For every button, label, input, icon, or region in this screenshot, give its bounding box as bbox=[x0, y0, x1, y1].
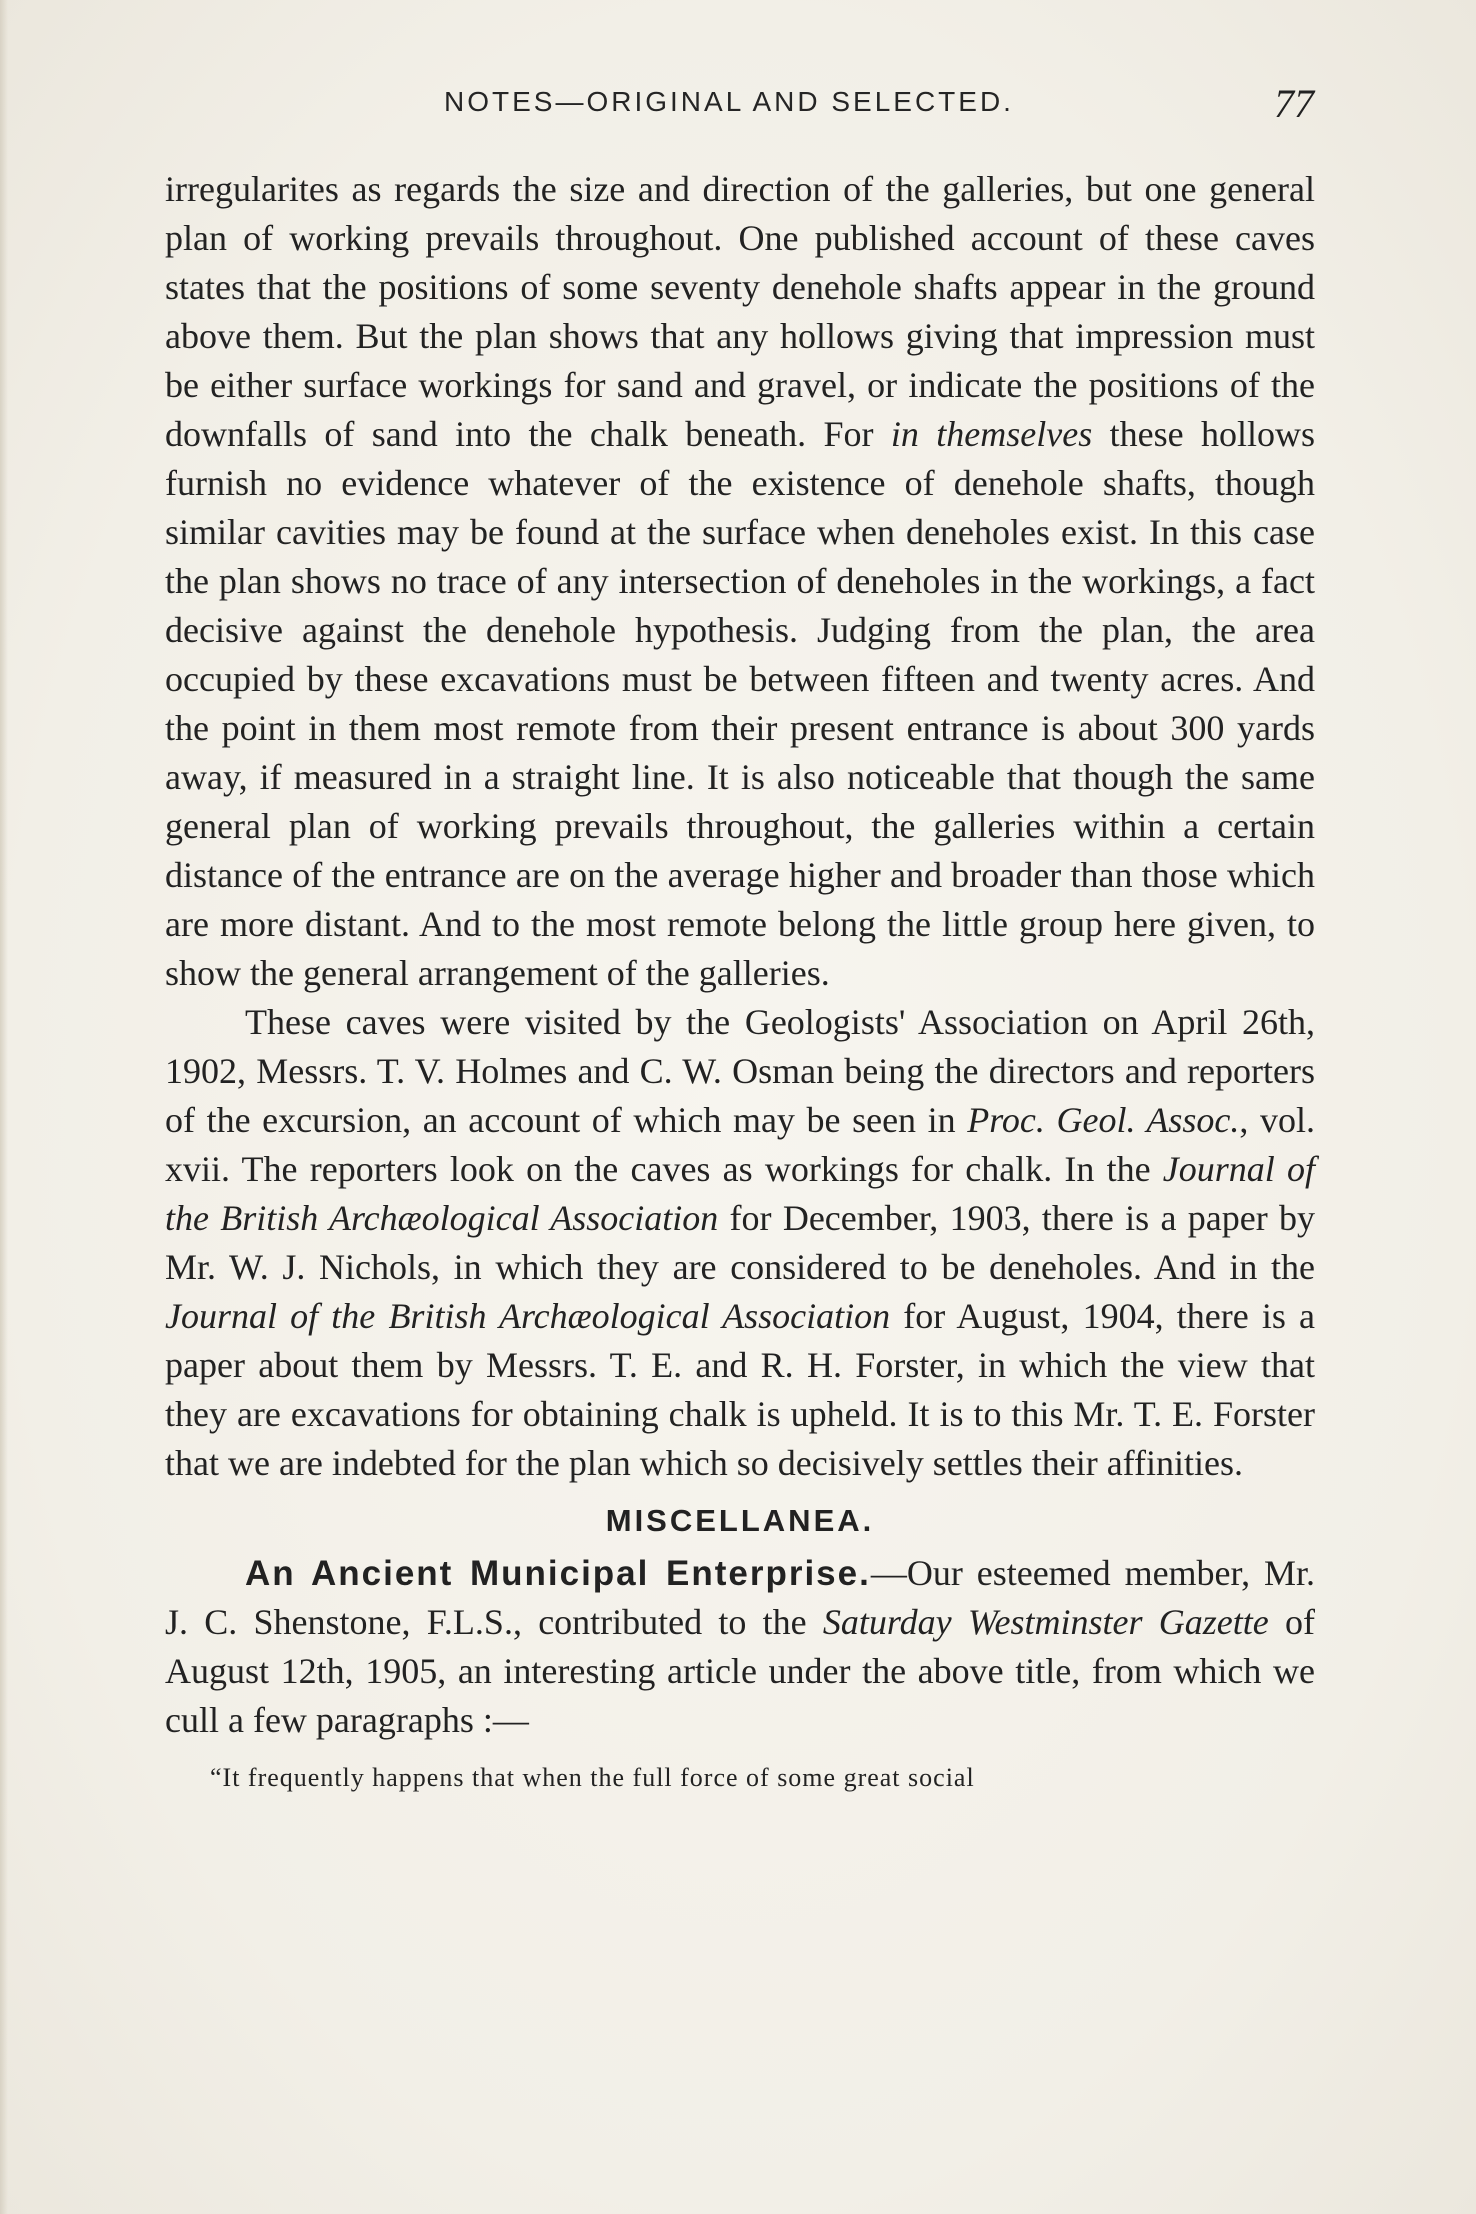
quoted-excerpt: “It frequently happens that when the full force of some great social bbox=[210, 1763, 975, 1792]
paragraph-3-text-b: of August 12th, 1905, an interesting article under the above title, from which we cull a few paragraphs :— bbox=[165, 1602, 1315, 1740]
article-title: An Ancient Municipal Enterprise. bbox=[245, 1554, 871, 1593]
paragraph-1-text-b: these hollows furnish no evidence whatever of the existence of denehole shafts, though similar cavities may be found at the surface when deneholes exist. In this case the plan shows no trace of any intersection of deneholes in the workings, a fact decisive against the denehole hypothesis. Judging from the plan, the area occupied by these excavations must be between fifteen and twenty acres. And the point in them most remote from their present entrance is about 300 yards away, if measured in a straight line. It is also noticeable that though the same general plan of working prevails throughout, the galleries within a certain distance of the entrance are on the average higher and broader than those which are more distant. And to the most remote belong the little group here given, to show the general arrangement of the galleries. bbox=[165, 414, 1315, 993]
section-heading: MISCELLANEA. bbox=[605, 1503, 875, 1538]
page-header bbox=[164, 82, 1314, 136]
page-number: 77 bbox=[1274, 81, 1314, 126]
paragraph-1-text-a: irregularites as regards the size and direction of the galleries, but one general plan of working prevails throughout. One published account of these caves states that the positions of some seventy denehole shafts appear in the ground above them. But the plan shows that any hollows giving that impression must be either surface workings for sand and gravel, or indicate the positions of the downfalls of sand into the chalk beneath. For bbox=[165, 169, 1315, 454]
paragraph-1-italic: in themselves bbox=[890, 414, 1093, 454]
running-title: NOTES—ORIGINAL AND SELECTED. bbox=[444, 86, 1014, 117]
paragraph-miscellanea bbox=[165, 1549, 1315, 1745]
paragraph-3-italic: Saturday Westminster Gazette bbox=[822, 1602, 1269, 1642]
paragraph-2-text-a: These caves were visited by the Geologists' Association on April 26th, 1902, Messrs. T. V. Holmes and C. W. Osman being the directors and reporters of the excursion, an account of which may be seen in bbox=[165, 1002, 1315, 1140]
paragraph-3-text-a: —Our esteemed member, Mr. J. C. Shenstone, F.L.S., contributed to the bbox=[165, 1553, 1315, 1642]
paragraph-caves-plan bbox=[165, 165, 1315, 998]
paragraph-2-text-b: , vol. xvii. The reporters look on the caves as workings for chalk. In the bbox=[165, 1100, 1315, 1189]
paragraph-2-italic-c: Journal of the British Archæological Association bbox=[165, 1296, 891, 1336]
paragraph-visits bbox=[165, 998, 1315, 1488]
page-edge-shadow bbox=[0, 0, 8, 2214]
paragraph-2-italic-b: Journal of the British Archæological Association bbox=[165, 1149, 1315, 1238]
paragraph-2-italic-a: Proc. Geol. Assoc. bbox=[967, 1100, 1240, 1140]
paragraph-2-text-d: for August, 1904, there is a paper about them by Messrs. T. E. and R. H. Forster, in which the view that they are excavations for obtaining chalk is upheld. It is to this Mr. T. E. Forster that we are indebted for the plan which so decisively settles their affinities. bbox=[165, 1296, 1315, 1483]
paragraph-2-text-c: for December, 1903, there is a paper by Mr. W. J. Nichols, in which they are considered to be deneholes. And in the bbox=[165, 1198, 1316, 1287]
page-body bbox=[165, 165, 1315, 2115]
